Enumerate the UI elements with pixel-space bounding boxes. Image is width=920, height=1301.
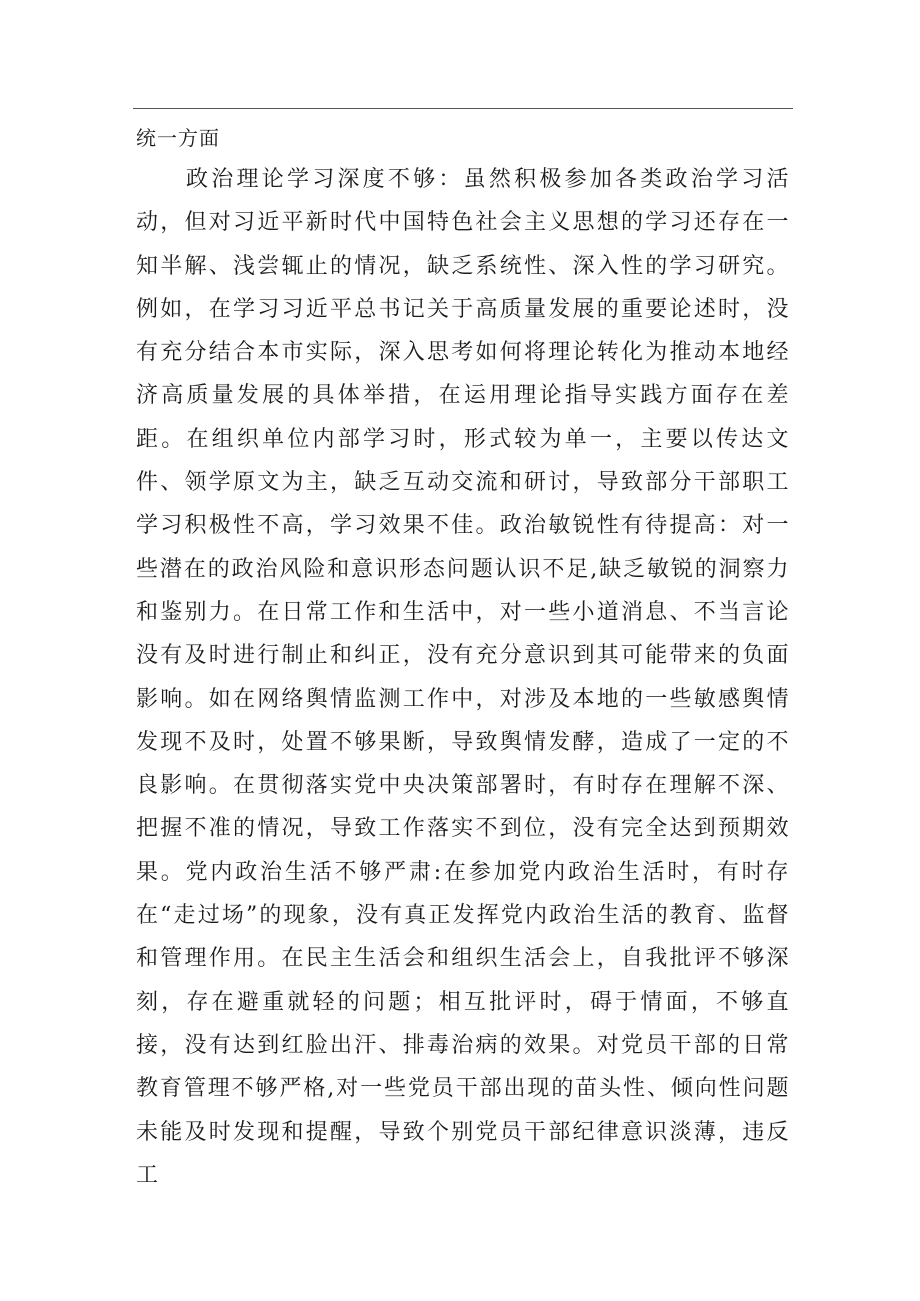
section-heading: 统一方面 — [136, 126, 220, 150]
header-divider — [133, 108, 793, 109]
body-paragraph: 政治理论学习深度不够：虽然积极参加各类政治学习活动，但对习近平新时代中国特色社会主义思想的学习还存在一知半解、浅尝辄止的情况，缺乏系统性、深入性的学习研究。例如，在学习习近平总书记关于高质量发展的重要论述时，没有充分结合本市实际，深入思考如何将理论转化为推动本地经济高质量发展的具体举措，在运用理论指导实践方面存在差距。在组织单位内部学习时，形式较为单一，主要以传达文件、领学原文为主，缺乏互动交流和研讨，导致部分干部职工学习积极性不高，学习效果不佳。政治敏锐性有待提高：对一些潜在的政治风险和意识形态问题认识不足,缺乏敏锐的洞察力和鉴别力。在日常工作和生活中，对一些小道消息、不当言论没有及时进行制止和纠正，没有充分意识到其可能带来的负面影响。如在网络舆情监测工作中，对涉及本地的一些敏感舆情发现不及时，处置不够果断，导致舆情发酵，造成了一定的不良影响。在贯彻落实党中央决策部署时，有时存在理解不深、把握不准的情况，导致工作落实不到位，没有完全达到预期效果。党内政治生活不够严肃:在参加党内政治生活时，有时存在“走过场”的现象，没有真正发挥党内政治生活的教育、监督和管理作用。在民主生活会和组织生活会上，自我批评不够深刻，存在避重就轻的问题；相互批评时，碍于情面，不够直接，没有达到红脸出汗、排毒治病的效果。对党员干部的日常教育管理不够严格,对一些党员干部出现的苗头性、倾向性问题未能及时发现和提醒，导致个别党员干部纪律意识淡薄，违反工 — [136, 167, 790, 1188]
document-body — [136, 118, 790, 1197]
